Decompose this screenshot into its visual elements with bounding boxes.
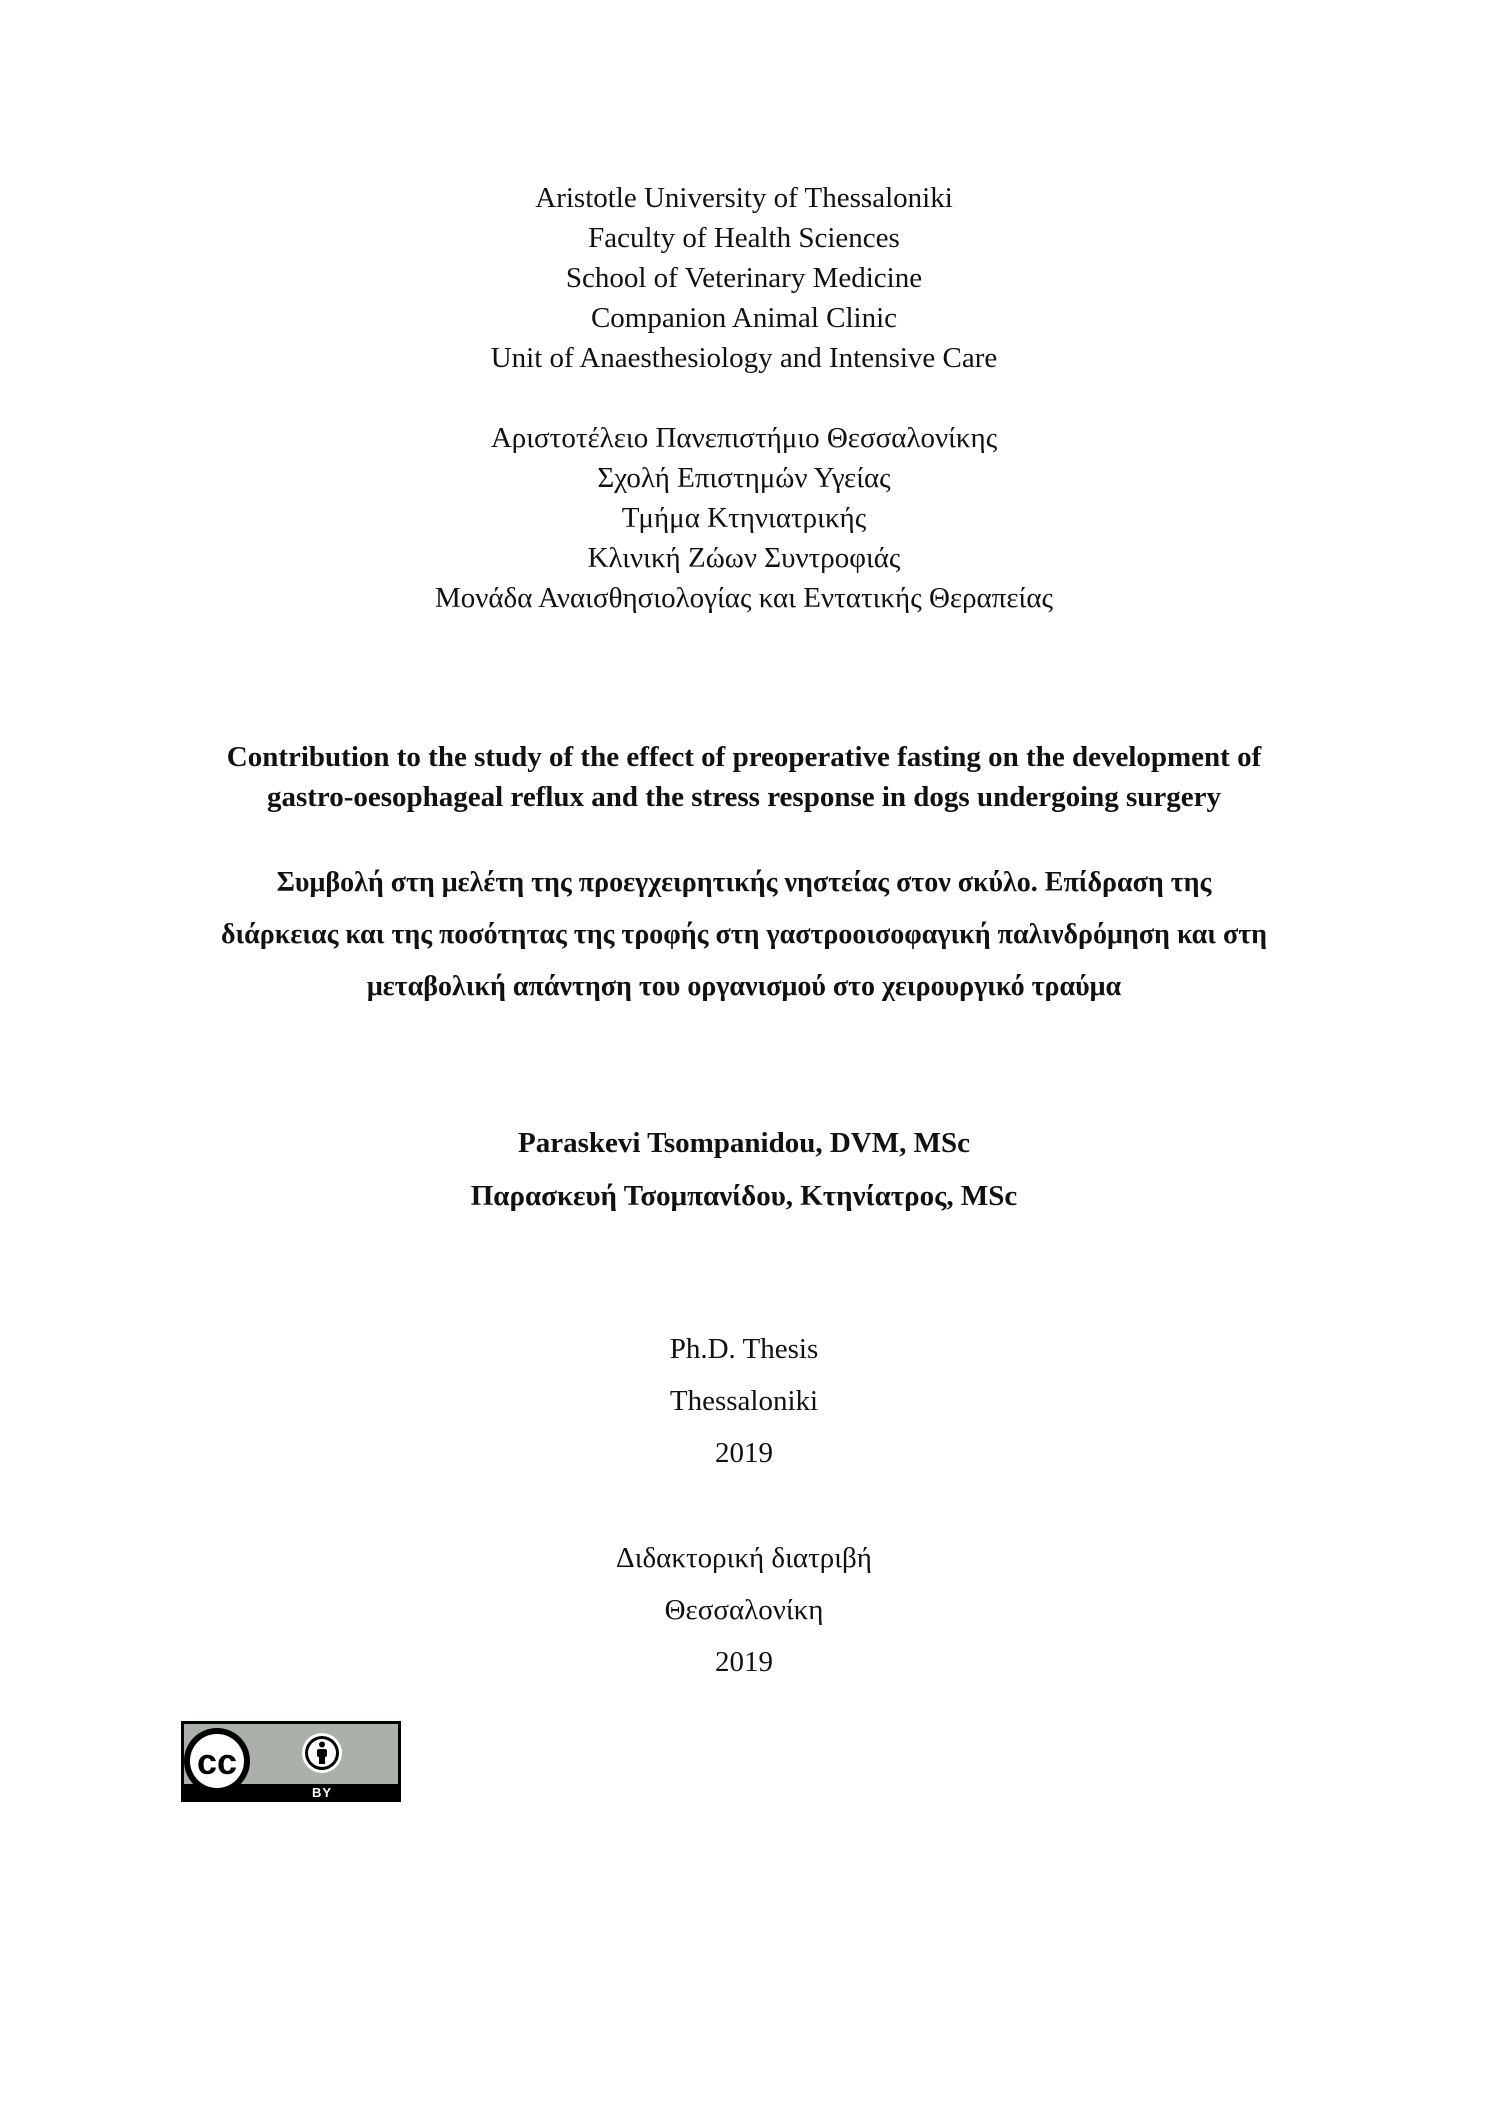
cc-letters: cc bbox=[196, 1741, 238, 1782]
by-label: BY bbox=[311, 1785, 333, 1800]
author-block bbox=[0, 1117, 1488, 1223]
author-name-greek: Παρασκευή Τσομπανίδου, Κτηνίατρος, MSc bbox=[470, 1180, 1018, 1212]
faculty-name: Faculty of Health Sciences bbox=[588, 222, 900, 254]
thesis-info-greek bbox=[0, 1532, 1488, 1688]
university-name-gr: Αριστοτέλειο Πανεπιστήμιο Θεσσαλονίκης bbox=[490, 422, 998, 454]
title-line: gastro-oesophageal reflux and the stress response in dogs undergoing surgery bbox=[266, 781, 1222, 813]
thesis-city: Thessaloniki bbox=[669, 1385, 819, 1417]
creative-commons-by-badge bbox=[181, 1721, 401, 1802]
cc-icon bbox=[184, 1728, 250, 1794]
clinic-name: Companion Animal Clinic bbox=[590, 302, 898, 334]
thesis-type-gr: Διδακτορική διατριβή bbox=[616, 1542, 872, 1574]
unit-name-gr: Μονάδα Αναισθησιολογίας και Εντατικής Θεραπείας bbox=[434, 582, 1054, 614]
title-line-gr: διάρκειας και της ποσότητας της τροφής στη γαστροοισοφαγική παλινδρόμηση και στη bbox=[220, 919, 1268, 950]
thesis-city-gr: Θεσσαλονίκη bbox=[664, 1594, 824, 1626]
thesis-year-gr: 2019 bbox=[715, 1646, 773, 1678]
school-name-gr: Τμήμα Κτηνιατρικής bbox=[621, 502, 867, 534]
clinic-name-gr: Κλινική Ζώων Συντροφιάς bbox=[587, 542, 901, 574]
cc-by-license-graphic bbox=[181, 1721, 401, 1802]
university-name: Aristotle University of Thessaloniki bbox=[535, 182, 953, 214]
title-line-gr: μεταβολική απάντηση του οργανισμού στο χειρουργικό τραύμα bbox=[366, 971, 1122, 1002]
thesis-info-english bbox=[0, 1323, 1488, 1479]
attribution-person-icon bbox=[302, 1733, 342, 1773]
title-line-gr: Συμβολή στη μελέτη της προεγχειρητικής νηστείας στον σκύλο. Επίδραση της bbox=[276, 867, 1212, 898]
author-name-english: Paraskevi Tsompanidou, DVM, MSc bbox=[518, 1127, 970, 1159]
thesis-title-greek bbox=[0, 857, 1488, 1013]
unit-name: Unit of Anaesthesiology and Intensive Care bbox=[490, 342, 998, 374]
thesis-year: 2019 bbox=[715, 1437, 773, 1469]
faculty-name-gr: Σχολή Επιστημών Υγείας bbox=[597, 462, 891, 494]
thesis-type: Ph.D. Thesis bbox=[669, 1333, 819, 1365]
institution-english bbox=[0, 178, 1488, 378]
title-line: Contribution to the study of the effect of preoperative fasting on the development of bbox=[226, 741, 1262, 773]
thesis-title-english bbox=[0, 737, 1488, 817]
institution-greek bbox=[0, 418, 1488, 618]
school-name: School of Veterinary Medicine bbox=[565, 262, 923, 294]
